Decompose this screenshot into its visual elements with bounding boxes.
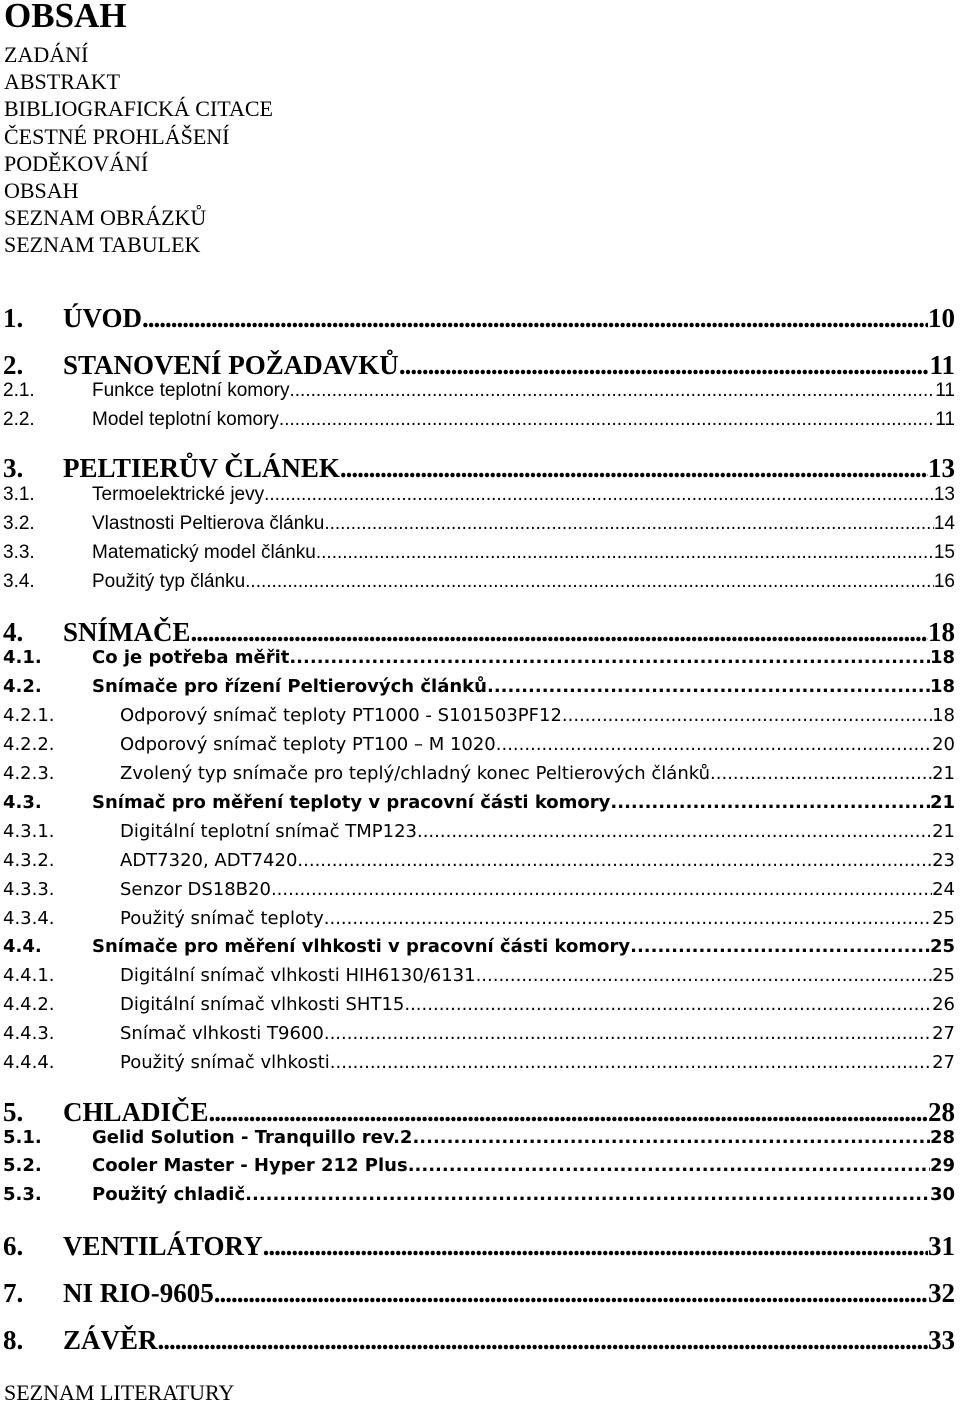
toc-dot-leader [158,1325,928,1356]
toc-entry-number: 8. [3,1325,24,1355]
toc-dot-leader [330,1052,932,1073]
toc-dot-leader [279,409,935,431]
toc-entry[interactable] [3,763,955,793]
toc-entry[interactable] [3,647,955,677]
toc-entry-title: SNÍMAČE [63,617,191,647]
toc-entry[interactable] [3,908,955,938]
toc-entry-number: 4.3.3. [3,879,55,900]
toc-entry-title: Použitý chladič [92,1184,246,1205]
toc-entry[interactable] [3,571,955,601]
toc-entry[interactable] [3,705,955,735]
toc-entry-title: Vlastnosti Peltierova článku [92,513,325,534]
toc-page-number: 30 [929,1184,955,1205]
toc-page-number: 15 [933,542,955,563]
front-matter-item: ZADÁNÍ [4,42,89,67]
toc-entry[interactable] [3,1231,955,1261]
toc-entry-title: Použitý snímač teploty [120,908,324,929]
toc-entry[interactable] [3,1325,955,1355]
toc-dot-leader [214,1278,928,1309]
toc-page-number: 10 [928,303,955,333]
toc-dot-leader [271,879,932,900]
toc-entry[interactable] [3,1127,955,1157]
front-matter-item: SEZNAM OBRÁZKŮ [4,205,207,231]
toc-dot-leader [324,1023,932,1044]
front-matter-item: SEZNAM TABULEK [4,232,201,258]
toc-entry-number: 4.4.3. [3,1023,55,1044]
toc-page-number: 11 [935,380,955,401]
toc-page-number: 21 [932,821,955,842]
toc-entry[interactable] [3,1184,955,1214]
toc-entry-number: 4.3.1. [3,821,55,842]
toc-page-number: 21 [929,792,955,813]
toc-page-number: 23 [932,850,955,871]
toc-entry-number: 4.1. [3,647,42,668]
toc-dot-leader [610,792,930,813]
toc-entry-number: 7. [3,1278,24,1308]
toc-entry-title: Gelid Solution - Tranquillo rev.2 [92,1127,413,1148]
toc-entry-title: Termoelektrické jevy [92,484,265,505]
toc-entry-number: 4.2.2. [3,734,55,755]
toc-entry-title: CHLADIČE [63,1097,209,1127]
toc-page-number: 33 [928,1325,955,1355]
toc-entry-title: Digitální teplotní snímač TMP123 [120,821,417,842]
toc-dot-leader [496,734,932,755]
toc-page-number: 29 [929,1155,955,1176]
toc-entry-number: 1. [3,303,24,333]
toc-page-number: 26 [932,994,955,1015]
toc-entry-number: 2.2. [3,409,35,430]
toc-page-number: 28 [928,1097,955,1127]
toc-entry-title: Cooler Master - Hyper 212 Plus [92,1155,408,1176]
back-matter-item: SEZNAM LITERATURY [4,1380,235,1405]
toc-entry[interactable] [3,1097,955,1127]
toc-entry[interactable] [3,734,955,764]
toc-entry-number: 4.4.2. [3,994,55,1015]
toc-entry[interactable] [3,1155,955,1185]
toc-dot-leader [476,965,933,986]
toc-page-number: 21 [932,763,955,784]
toc-entry[interactable] [3,513,955,543]
toc-dot-leader [408,1155,930,1176]
toc-entry-title: Zvolený typ snímače pro teplý/chladný konec Peltierových článků [120,763,711,784]
toc-entry-title: Co je potřeba měřit [92,647,290,668]
toc-entry-number: 3.3. [3,542,35,563]
toc-entry[interactable] [3,821,955,851]
toc-page-number: 28 [929,1127,955,1148]
toc-dot-leader [297,850,932,871]
toc-page-number: 32 [928,1278,955,1308]
toc-dot-leader [412,1127,929,1148]
toc-entry-title: Odporový snímač teploty PT1000 - S101503PF12 [120,705,562,726]
toc-dot-leader [324,908,932,929]
front-matter-item: BIBLIOGRAFICKÁ CITACE [4,96,273,122]
toc-dot-leader [487,676,930,697]
toc-entry-number: 4.3.4. [3,908,55,929]
toc-page-number: 27 [932,1052,955,1073]
toc-page-number: 11 [935,409,955,430]
toc-dot-leader [404,994,932,1015]
toc-dot-leader [417,821,932,842]
toc-entry-number: 4.4. [3,936,42,957]
toc-entry-number: 2. [3,350,24,380]
front-matter-item: ABSTRAKT [4,69,121,95]
toc-page-number: 25 [932,908,955,929]
toc-dot-leader [289,380,935,402]
toc-entry-number: 5.1. [3,1127,42,1148]
toc-entry-number: 4.3.2. [3,850,55,871]
toc-dot-leader [324,513,934,535]
toc-page-number: 11 [929,350,955,380]
toc-entry-title: Použitý snímač vlhkosti [120,1052,330,1073]
toc-entry[interactable] [3,676,955,706]
toc-entry-title: Matematický model článku [92,542,316,563]
toc-entry[interactable] [3,936,955,966]
toc-entry[interactable] [3,879,955,909]
toc-entry-number: 3.4. [3,571,35,592]
toc-page-number: 18 [929,676,955,697]
toc-entry-number: 4.4.1. [3,965,55,986]
toc-entry-title: Funkce teplotní komory [92,380,290,401]
toc-entry-number: 5.3. [3,1184,42,1205]
toc-entry-title: Snímač pro měření teploty v pracovní části komory [92,792,611,813]
toc-entry[interactable] [3,542,955,572]
toc-dot-leader [630,936,930,957]
toc-dot-leader [142,303,928,334]
toc-entry-title: Digitální snímač vlhkosti SHT15 [120,994,405,1015]
toc-dot-leader [264,484,934,506]
toc-page-number: 18 [928,617,955,647]
toc-entry-number: 5.2. [3,1155,42,1176]
toc-entry-title: Snímače pro měření vlhkosti v pracovní části komory [92,936,631,957]
toc-entry-title: Senzor DS18B20 [120,879,271,900]
toc-page-number: 25 [932,965,955,986]
toc-page-number: 13 [928,453,955,483]
toc-dot-leader [710,763,932,784]
toc-entry-number: 4. [3,617,24,647]
toc-entry-title: STANOVENÍ POŽADAVKŮ [63,350,399,380]
toc-page-number: 13 [933,484,955,505]
toc-entry-number: 3.1. [3,484,35,505]
toc-entry-number: 4.2.1. [3,705,55,726]
toc-entry[interactable] [3,380,955,410]
toc-entry[interactable] [3,617,955,647]
toc-entry-number: 3. [3,453,24,483]
toc-entry-title: NI RIO-9605 [63,1278,214,1308]
toc-entry-title: Digitální snímač vlhkosti HIH6130/6131 [120,965,476,986]
toc-page-number: 27 [932,1023,955,1044]
front-matter-item: ČESTNÉ PROHLÁŠENÍ [4,123,230,149]
toc-dot-leader [562,705,932,726]
toc-page-number: 18 [932,705,955,726]
front-matter-item: PODĚKOVÁNÍ [4,150,149,176]
toc-page-number: 20 [932,734,955,755]
toc-entry-number: 4.2.3. [3,763,55,784]
toc-entry-number: 3.2. [3,513,35,534]
toc-entry-title: ÚVOD [63,303,142,333]
toc-entry[interactable] [3,303,955,333]
toc-entry-title: Snímač vlhkosti T9600 [120,1023,324,1044]
toc-dot-leader [245,1184,930,1205]
toc-entry-title: ADT7320, ADT7420 [120,850,298,871]
toc-page-number: 14 [933,513,955,534]
toc-entry[interactable] [3,1052,955,1082]
toc-page-number: 31 [928,1231,955,1261]
toc-entry[interactable] [3,994,955,1024]
toc-dot-leader [191,617,928,648]
toc-entry[interactable] [3,453,955,483]
toc-entry-title: Odporový snímač teploty PT100 – M 1020 [120,734,496,755]
toc-entry-number: 5. [3,1097,24,1127]
toc-entry-title: VENTILÁTORY [63,1231,263,1261]
toc-entry-title: Model teplotní komory [92,409,279,430]
toc-entry[interactable] [3,792,955,822]
toc-page-number: 25 [929,936,955,957]
toc-entry[interactable] [3,1023,955,1053]
toc-page-number: 18 [929,647,955,668]
toc-dot-leader [399,350,930,381]
toc-entry-number: 6. [3,1231,24,1261]
toc-page-number: 16 [933,571,955,592]
toc-dot-leader [263,1231,928,1262]
toc-entry[interactable] [3,1278,955,1308]
toc-dot-leader [209,1097,928,1128]
toc-dot-leader [289,647,930,668]
page-title: OBSAH [4,0,127,35]
toc-entry-title: ZÁVĚR [63,1325,158,1355]
toc-dot-leader [316,542,934,564]
toc-entry[interactable] [3,409,955,439]
toc-page-number: 24 [932,879,955,900]
toc-dot-leader [340,453,928,484]
toc-dot-leader [245,571,934,593]
toc-entry-number: 2.1. [3,380,35,401]
toc-entry-title: Snímače pro řízení Peltierových článků [92,676,487,697]
toc-entry-number: 4.4.4. [3,1052,55,1073]
toc-entry[interactable] [3,965,955,995]
toc-entry-number: 4.2. [3,676,42,697]
toc-entry[interactable] [3,484,955,514]
toc-entry[interactable] [3,850,955,880]
toc-entry-title: Použitý typ článku [92,571,246,592]
toc-entry-number: 4.3. [3,792,42,813]
toc-entry-title: PELTIERŮV ČLÁNEK [63,453,340,483]
toc-entry[interactable] [3,350,955,380]
front-matter-item: OBSAH [4,178,79,203]
